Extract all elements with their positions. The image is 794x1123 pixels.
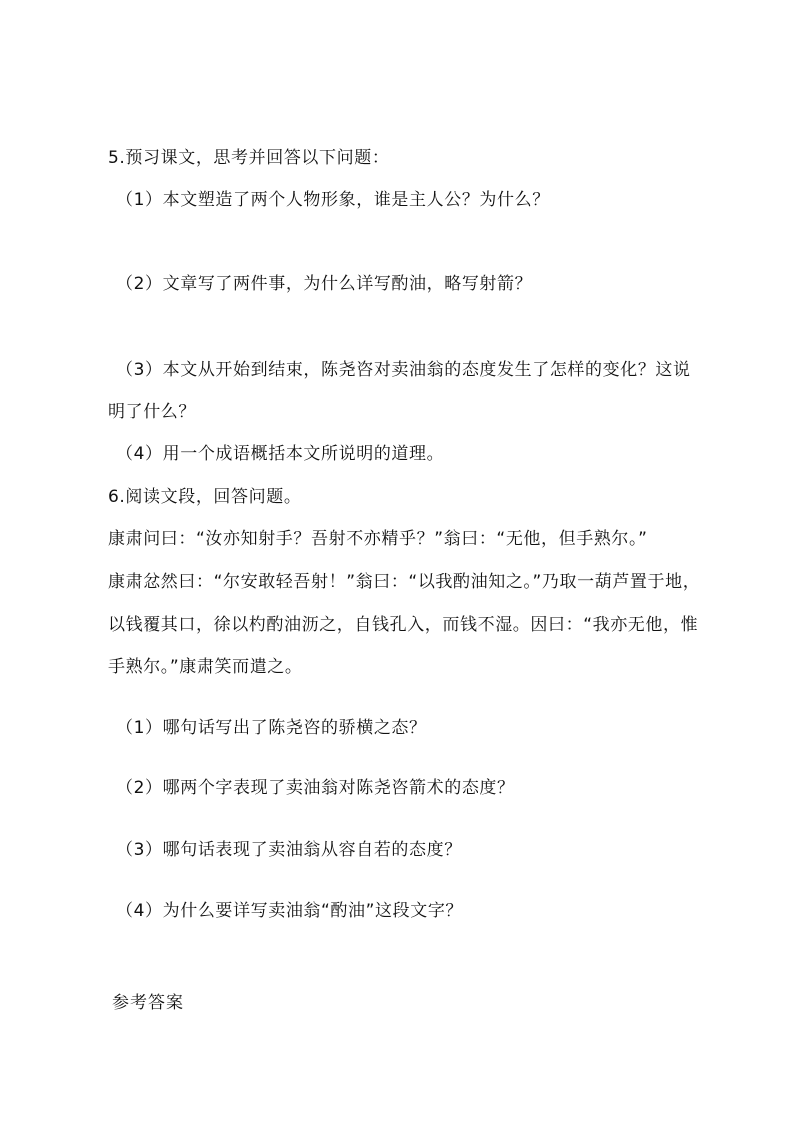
question-6-sub-3: （3）哪句话表现了卖油翁从容自若的态度？ [116, 840, 462, 860]
question-6-heading: 6.阅读文段，回答问题。 [108, 487, 302, 507]
answers-title: 参考答案 [112, 993, 184, 1013]
question-5-heading: 5.预习课文，思考并回答以下问题： [108, 148, 390, 168]
question-6-sub-2: （2）哪两个字表现了卖油翁对陈尧咨箭术的态度？ [116, 778, 515, 798]
passage-line: 康肃问曰：“汝亦知射手？吾射不亦精乎？”翁曰：“无他，但手熟尔。” [108, 529, 648, 549]
passage-line: 以钱覆其口，徐以杓酌油沥之，自钱孔入，而钱不湿。因曰：“我亦无他，惟 [108, 615, 699, 635]
question-5-sub-4: （4）用一个成语概括本文所说明的道理。 [116, 444, 445, 464]
question-5-sub-1: （1）本文塑造了两个人物形象，谁是主人公？为什么？ [116, 190, 550, 210]
passage-line: 手熟尔。”康肃笑而遣之。 [108, 657, 303, 677]
question-5-sub-3-line-1: （3）本文从开始到结束，陈尧咨对卖油翁的态度发生了怎样的变化？这说 [116, 360, 691, 380]
question-6-sub-4: （4）为什么要详写卖油翁“酌油”这段文字？ [116, 901, 464, 921]
question-5-sub-3-line-2: 明了什么？ [108, 402, 196, 422]
passage-line: 康肃忿然曰：“尔安敢轻吾射！”翁曰：“以我酌油知之。”乃取一葫芦置于地， [108, 572, 701, 592]
question-6-sub-1: （1）哪句话写出了陈尧咨的骄横之态？ [116, 718, 427, 738]
question-5-sub-2: （2）文章写了两件事，为什么详写酌油，略写射箭？ [116, 274, 533, 294]
